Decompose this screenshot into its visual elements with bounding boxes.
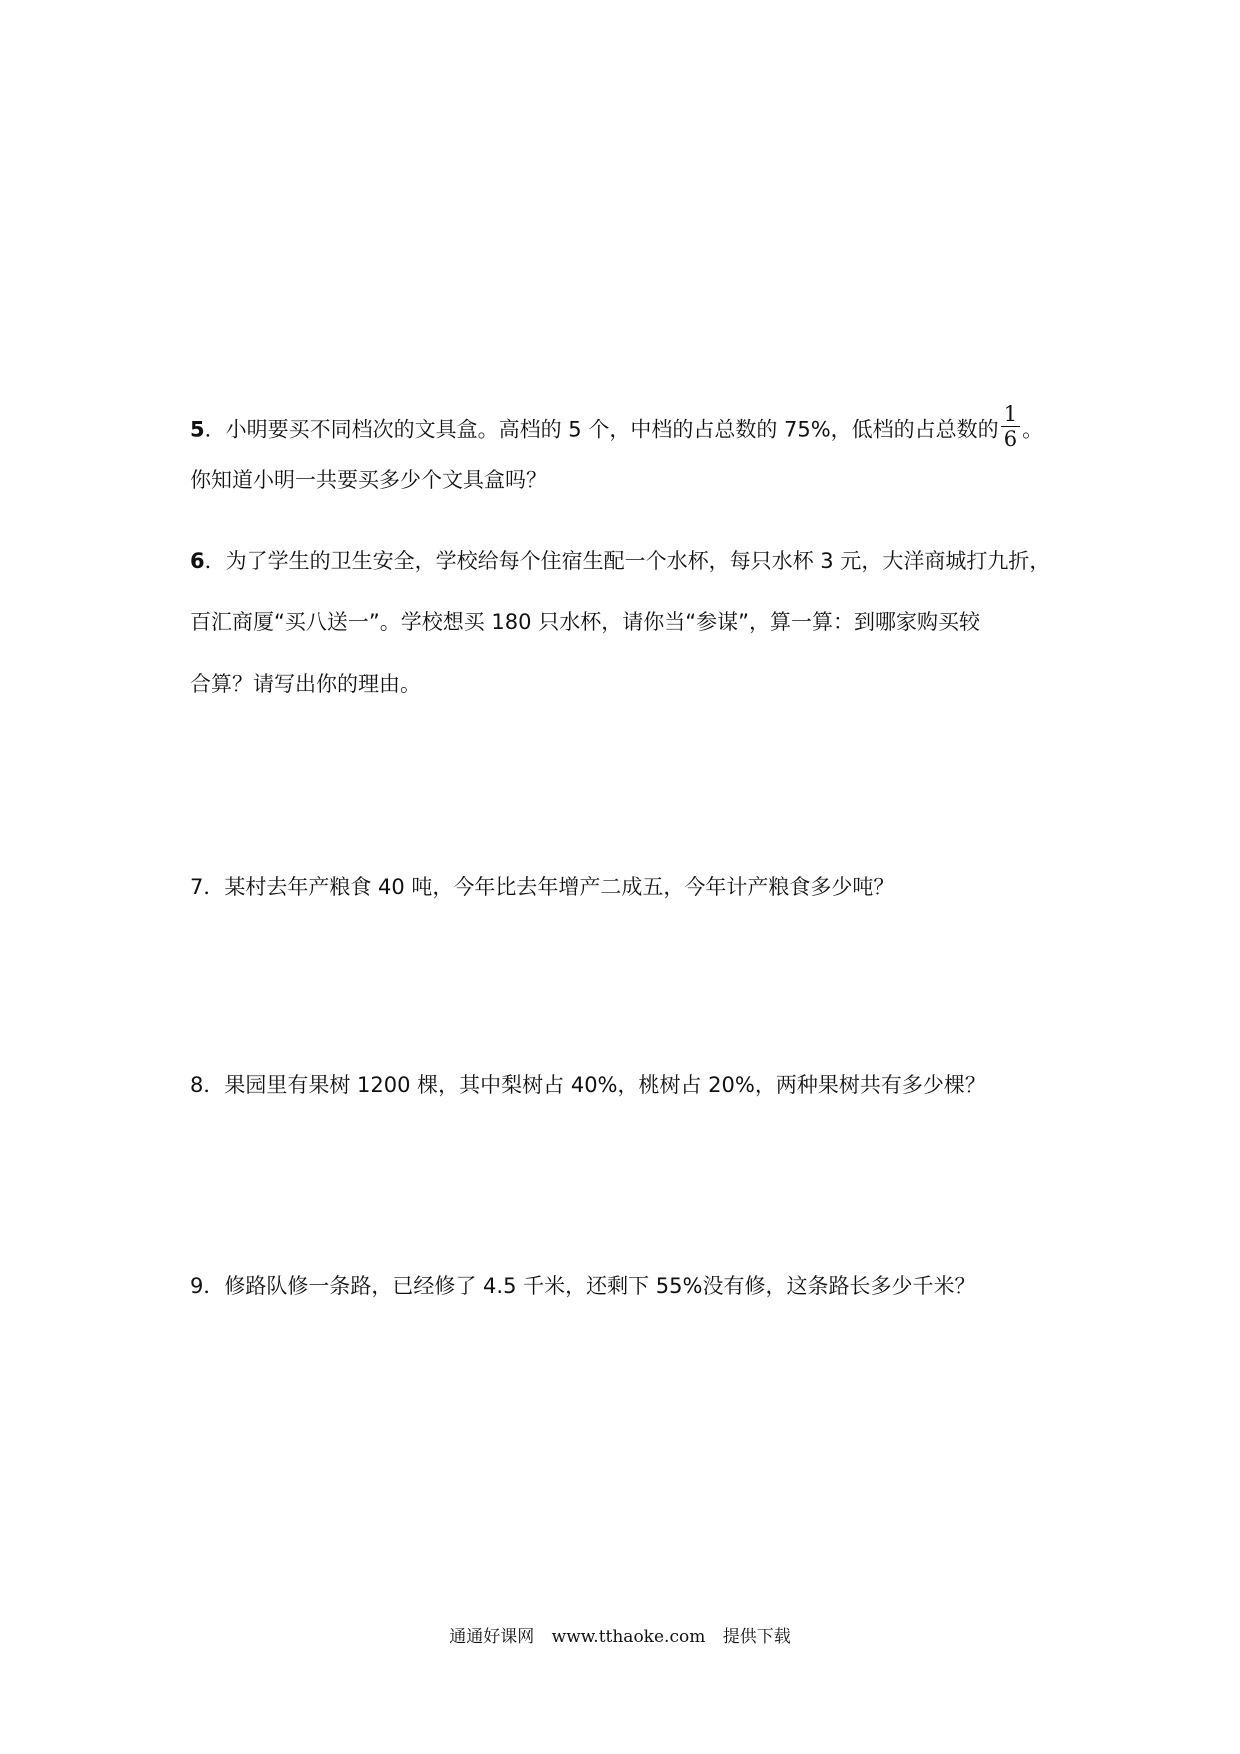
question-5-line-1 [190, 402, 1044, 455]
question-5-number: 5 [190, 417, 205, 442]
question-8: 8．果园里有果树 1200 棵，其中梨树占 40%，桃树占 20%，两种果树共有多少棵？ [190, 1073, 986, 1097]
question-7: 7．某村去年产粮食 40 吨，今年比去年增产二成五，今年计产粮食多少吨？ [190, 875, 895, 899]
question-6-line-1 [190, 547, 1050, 575]
fraction-denominator: 6 [1003, 427, 1018, 451]
footer-suffix: 提供下载 [722, 1627, 791, 1647]
fraction-numerator: 1 [1001, 402, 1020, 427]
question-5-end: 。 [1022, 417, 1044, 442]
footer-url: www.tthaoke.com [551, 1627, 706, 1647]
question-6-line-3: 合算？请写出你的理由。 [190, 672, 421, 696]
question-6-line-2: 百汇商厦“买八送一”。学校想买 180 只水杯，请你当“参谋”，算一算：到哪家购买较 [190, 610, 980, 634]
question-6-text: ．为了学生的卫生安全，学校给每个住宿生配一个水杯，每只水杯 3 元，大洋商城打九折， [204, 549, 1051, 573]
question-5-text: ．小明要买不同档次的文具盒。高档的 5 个，中档的占总数的 75%，低档的占总数的 [204, 417, 999, 442]
question-6-number: 6 [190, 549, 205, 573]
page-footer [0, 1622, 1240, 1647]
fraction-one-sixth [1001, 402, 1020, 451]
footer-site-name: 通通好课网 [449, 1627, 535, 1647]
question-9: 9．修路队修一条路，已经修了 4.5 千米，还剩下 55%没有修，这条路长多少千米？ [190, 1274, 976, 1298]
question-5-line-2: 你知道小明一共要买多少个文具盒吗？ [190, 468, 547, 492]
